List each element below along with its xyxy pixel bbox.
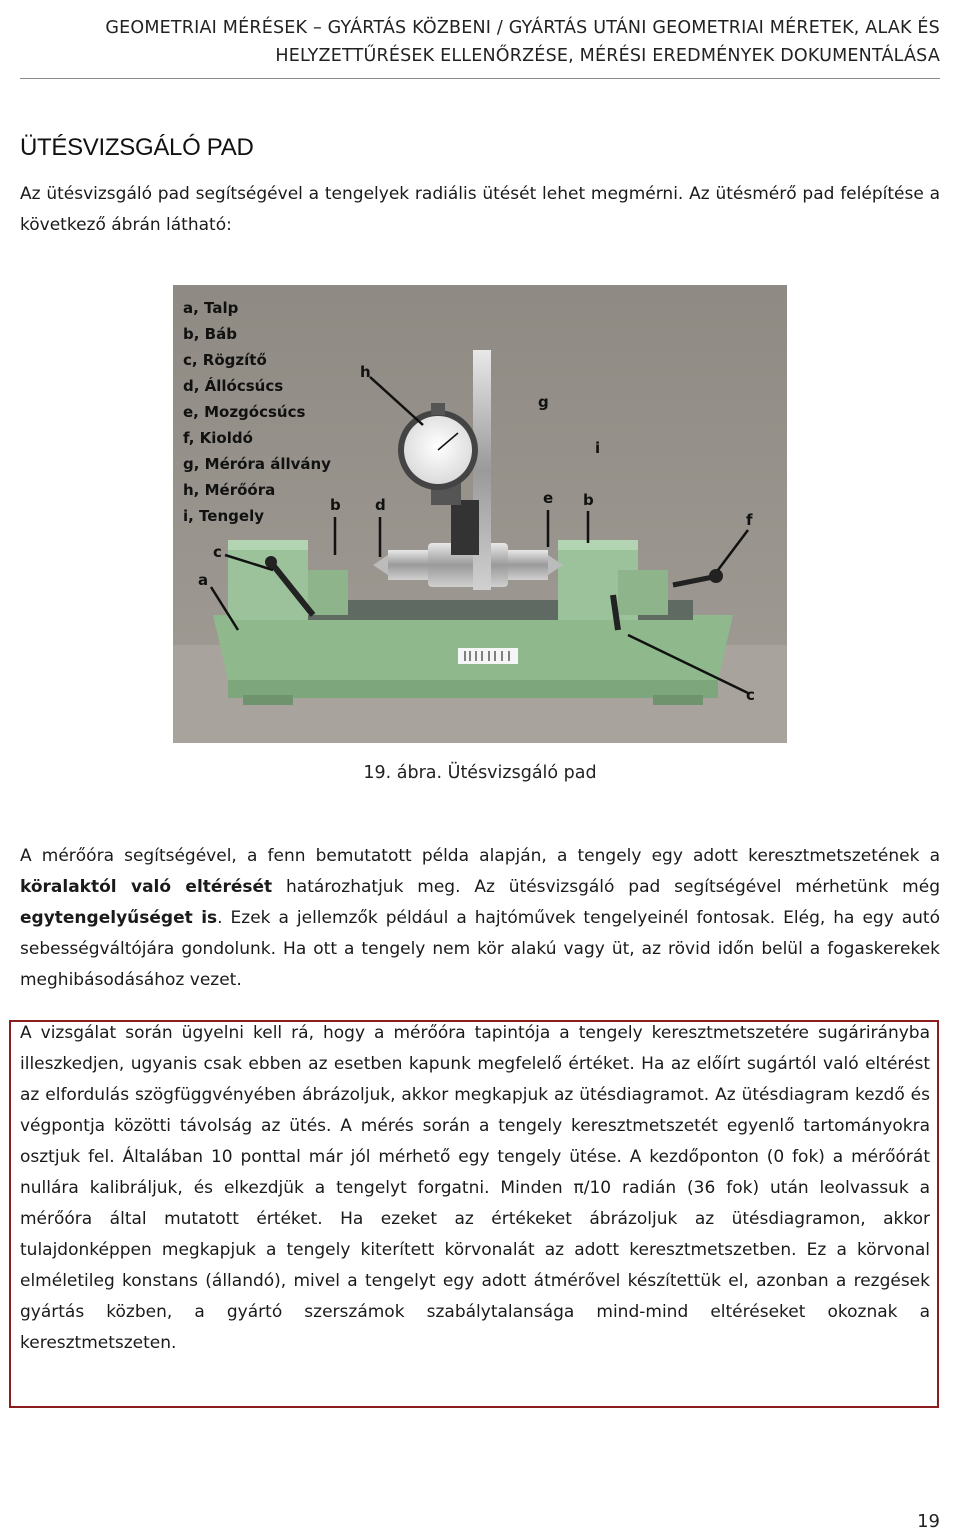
paragraph-1-bold-a: köralaktól való eltérését xyxy=(20,877,273,897)
paragraph-1-text-b: határozhatjuk meg. Az ütésvizsgáló pad segítségével mérhetünk még xyxy=(272,877,940,897)
header-divider xyxy=(20,78,940,79)
callout-g: g xyxy=(538,393,549,411)
callout-e: e xyxy=(543,489,554,507)
intro-paragraph: Az ütésvizsgáló pad segítségével a tengelyek radiális ütését lehet megmérni. Az ütésmérő pad felépítése a következő ábrán látható: xyxy=(20,184,940,235)
boxed-paragraph: A vizsgálat során ügyelni kell rá, hogy a mérőóra tapintója a tengely keresztmetszetére sugárirányba illeszkedjen, ugyanis csak ebben az esetben kapunk megfelelő értéket. Ha az előírt sugártól való eltérést az elfordulás szögfüggvényében ábrázoljuk, akkor megkapjuk az ütésdiagramot. Az ütésdiagram kezdő és végpontja közötti távolság az ütés. A mérés során a tengely keresztmetszetét egyenlő tartományokra osztjuk fel. Általában 10 ponttal már jól mérhető egy tengely ütése. A kezdőponton (0 fok) a mérőórát nullára kalibráljuk, és elkezdjük a tengelyt forgatni. Minden π/10 radián (36 fok) után leolvassuk a mérőóra által mutatott értéket. Ha ezeket az értékeket ábrázoljuk az ütésdiagramon, akkor tulajdonképpen megkapjuk a tengely kiterített körvonalát az adott keresztmetszetben. Ez a körvonal elméletileg konstans (állandó), mivel a tengelyt egy adott átmérővel készítettük el, azonban a rezgések gyártás közben, a gyártó szerszámok szabálytalansága mind-mind eltéréseket okoznak a keresztmetszeten. xyxy=(20,1023,930,1353)
legend-item-h: h, Mérőóra xyxy=(183,481,276,499)
callout-h: h xyxy=(360,363,371,381)
callout-c-right: c xyxy=(746,686,755,704)
paragraph-1-text-a: A mérőóra segítségével, a fenn bemutatott példa alapján, a tengely egy adott keresztmetszetének a xyxy=(20,846,940,866)
legend-item-b: b, Báb xyxy=(183,325,237,343)
callout-a: a xyxy=(198,571,209,589)
callout-i: i xyxy=(595,439,601,457)
figure-caption: 19. ábra. Ütésvizsgáló pad xyxy=(363,763,597,783)
legend-item-d: d, Állócsúcs xyxy=(183,377,284,395)
callout-b-right: b xyxy=(583,491,594,509)
legend-item-i: i, Tengely xyxy=(183,507,264,525)
callout-f: f xyxy=(746,511,753,529)
legend-item-f: f, Kioldó xyxy=(183,429,253,447)
section-title: ÜTÉSVIZSGÁLÓ PAD xyxy=(20,134,254,161)
callout-b-left: b xyxy=(330,496,341,514)
header-line-1: GEOMETRIAI MÉRÉSEK – GYÁRTÁS KÖZBENI / GYÁRTÁS UTÁNI GEOMETRIAI MÉRETEK, ALAK ÉS xyxy=(105,18,940,38)
legend-item-e: e, Mozgócsúcs xyxy=(183,403,306,421)
legend-item-c: c, Rögzítő xyxy=(183,351,267,369)
runout-tester-illustration xyxy=(173,285,787,743)
legend-item-g: g, Méróra állvány xyxy=(183,455,331,473)
legend-item-a: a, Talp xyxy=(183,299,239,317)
page-number: 19 xyxy=(917,1511,940,1532)
paragraph-1 xyxy=(20,841,940,996)
header-line-2: HELYZETTŰRÉSEK ELLENŐRZÉSE, MÉRÉSI EREDMÉNYEK DOKUMENTÁLÁSA xyxy=(275,46,940,66)
callout-d: d xyxy=(375,496,386,514)
paragraph-1-text-c: . Ezek a jellemzők például a hajtóművek tengelyeinél fontosak. Elég, ha egy autó sebességváltójára gondolunk. Ha ott a tengely nem kör alakú vagy üt, az rövid időn belül a fogaskerekek meghibásodásához vezet. xyxy=(20,908,940,990)
paragraph-1-bold-b: egytengelyűséget is xyxy=(20,908,218,928)
callout-c-left: c xyxy=(213,543,222,561)
runout-tester-photo xyxy=(173,285,787,743)
page-header xyxy=(20,14,940,70)
highlighted-box xyxy=(9,1020,939,1408)
